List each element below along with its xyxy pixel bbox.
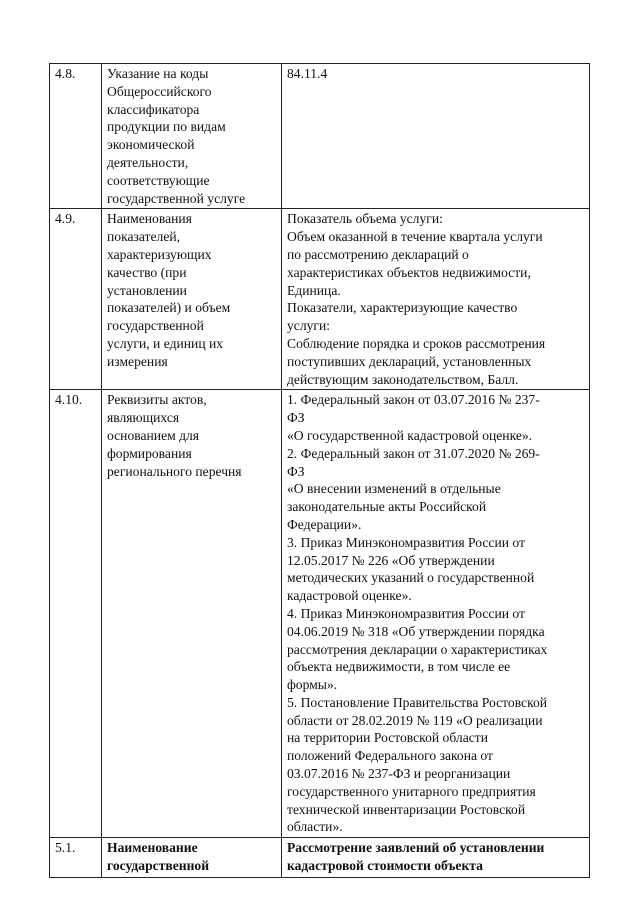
table-row [50, 838, 590, 878]
cell-line: Соблюдение порядка и сроков рассмотрения [287, 335, 546, 351]
cell-line: показателей, [107, 229, 181, 245]
cell-line: основанием для [107, 427, 200, 443]
cell-line: Объем оказанной в течение квартала услуги [287, 229, 543, 245]
cell-line: кадастровой оценке». [287, 588, 412, 604]
cell-line: Показатель объема услуги: [287, 211, 443, 227]
cell-line: качество (при [107, 264, 187, 280]
cell-line: 1. Федеральный закон от 03.07.2016 № 237- [287, 392, 540, 408]
row-number: 4.9. [50, 209, 102, 390]
cell-line: поступивших деклараций, установленных [287, 353, 532, 369]
cell-line: Единица. [287, 282, 341, 298]
row-value-cell [282, 390, 590, 838]
cell-line: «О внесении изменений в отдельные [287, 481, 501, 497]
cell-line: 2. Федеральный закон от 31.07.2020 № 269- [287, 445, 540, 461]
row-value-cell [282, 209, 590, 390]
cell-line: 12.05.2017 № 226 «Об утверждении [287, 552, 495, 568]
document-table [49, 63, 590, 878]
cell-line: услуги, и единиц их [107, 335, 224, 351]
cell-line: 4. Приказ Минэкономразвития России от [287, 605, 525, 621]
cell-line: методических указаний о государственной [287, 570, 535, 586]
cell-line: государственной услуге [107, 190, 246, 206]
cell-line: технической инвентаризации Ростовской [287, 801, 526, 817]
cell-line: характеристиках объектов недвижимости, [287, 264, 531, 280]
row-name-cell [102, 64, 282, 209]
cell-line: Федерации». [287, 516, 362, 532]
cell-line: установлении [107, 282, 187, 298]
cell-line: являющихся [107, 410, 180, 426]
cell-line: характеризующих [107, 246, 212, 262]
cell-line: действующим законодательством, Балл. [287, 371, 519, 387]
cell-line: государственного унитарного предприятия [287, 783, 536, 799]
row-number: 4.8. [50, 64, 102, 209]
cell-line: Наименование [107, 840, 198, 856]
cell-line: формирования [107, 445, 192, 461]
cell-line: Общероссийского [107, 83, 212, 99]
row-number: 5.1. [50, 838, 102, 878]
cell-line: Рассмотрение заявлений об установлении [287, 840, 545, 856]
row-value-cell [282, 838, 590, 878]
cell-line: Указание на коды [107, 66, 209, 81]
row-value-cell [282, 64, 590, 209]
cell-line: Наименования [107, 211, 192, 227]
row-number: 4.10. [50, 390, 102, 838]
cell-line: на территории Ростовской области [287, 730, 488, 746]
cell-line: 3. Приказ Минэкономразвития России от [287, 534, 525, 550]
cell-line: 84.11.4 [287, 66, 328, 81]
cell-line: соответствующие [107, 172, 210, 188]
cell-line: «О государственной кадастровой оценке». [287, 427, 533, 443]
cell-line: государственной [107, 858, 210, 874]
cell-line: государственной [107, 318, 204, 334]
table-row [50, 390, 590, 838]
cell-line: показателей) и объем [107, 300, 231, 316]
cell-line: законодательные акты Российской [287, 499, 487, 515]
row-name-cell [102, 209, 282, 390]
cell-line: деятельности, [107, 154, 189, 170]
cell-line: Показатели, характеризующие качество [287, 300, 518, 316]
cell-line: продукции по видам [107, 119, 226, 135]
cell-line: Реквизиты актов, [107, 392, 207, 408]
cell-line: 5. Постановление Правительства Ростовской [287, 694, 548, 710]
table-row [50, 209, 590, 390]
cell-line: регионального перечня [107, 463, 242, 479]
cell-line: ФЗ [287, 410, 305, 426]
cell-line: положений Федерального закона от [287, 748, 493, 764]
row-name-cell [102, 838, 282, 878]
cell-line: 04.06.2019 № 318 «Об утверждении порядка [287, 623, 545, 639]
cell-line: области от 28.02.2019 № 119 «О реализации [287, 712, 543, 728]
cell-line: измерения [107, 353, 168, 369]
table-row [50, 64, 590, 209]
cell-line: объекта недвижимости, в том числе ее [287, 659, 511, 675]
cell-line: ФЗ [287, 463, 305, 479]
cell-line: экономической [107, 137, 195, 153]
cell-line: кадастровой стоимости объекта [287, 858, 483, 874]
cell-line: по рассмотрению деклараций о [287, 246, 469, 262]
cell-line: рассмотрения декларации о характеристиках [287, 641, 548, 657]
cell-line: классификатора [107, 101, 200, 117]
cell-line: формы». [287, 677, 338, 693]
cell-line: области». [287, 819, 343, 835]
cell-line: 03.07.2016 № 237-ФЗ и реорганизации [287, 766, 511, 782]
row-name-cell [102, 390, 282, 838]
cell-line: услуги: [287, 318, 331, 334]
